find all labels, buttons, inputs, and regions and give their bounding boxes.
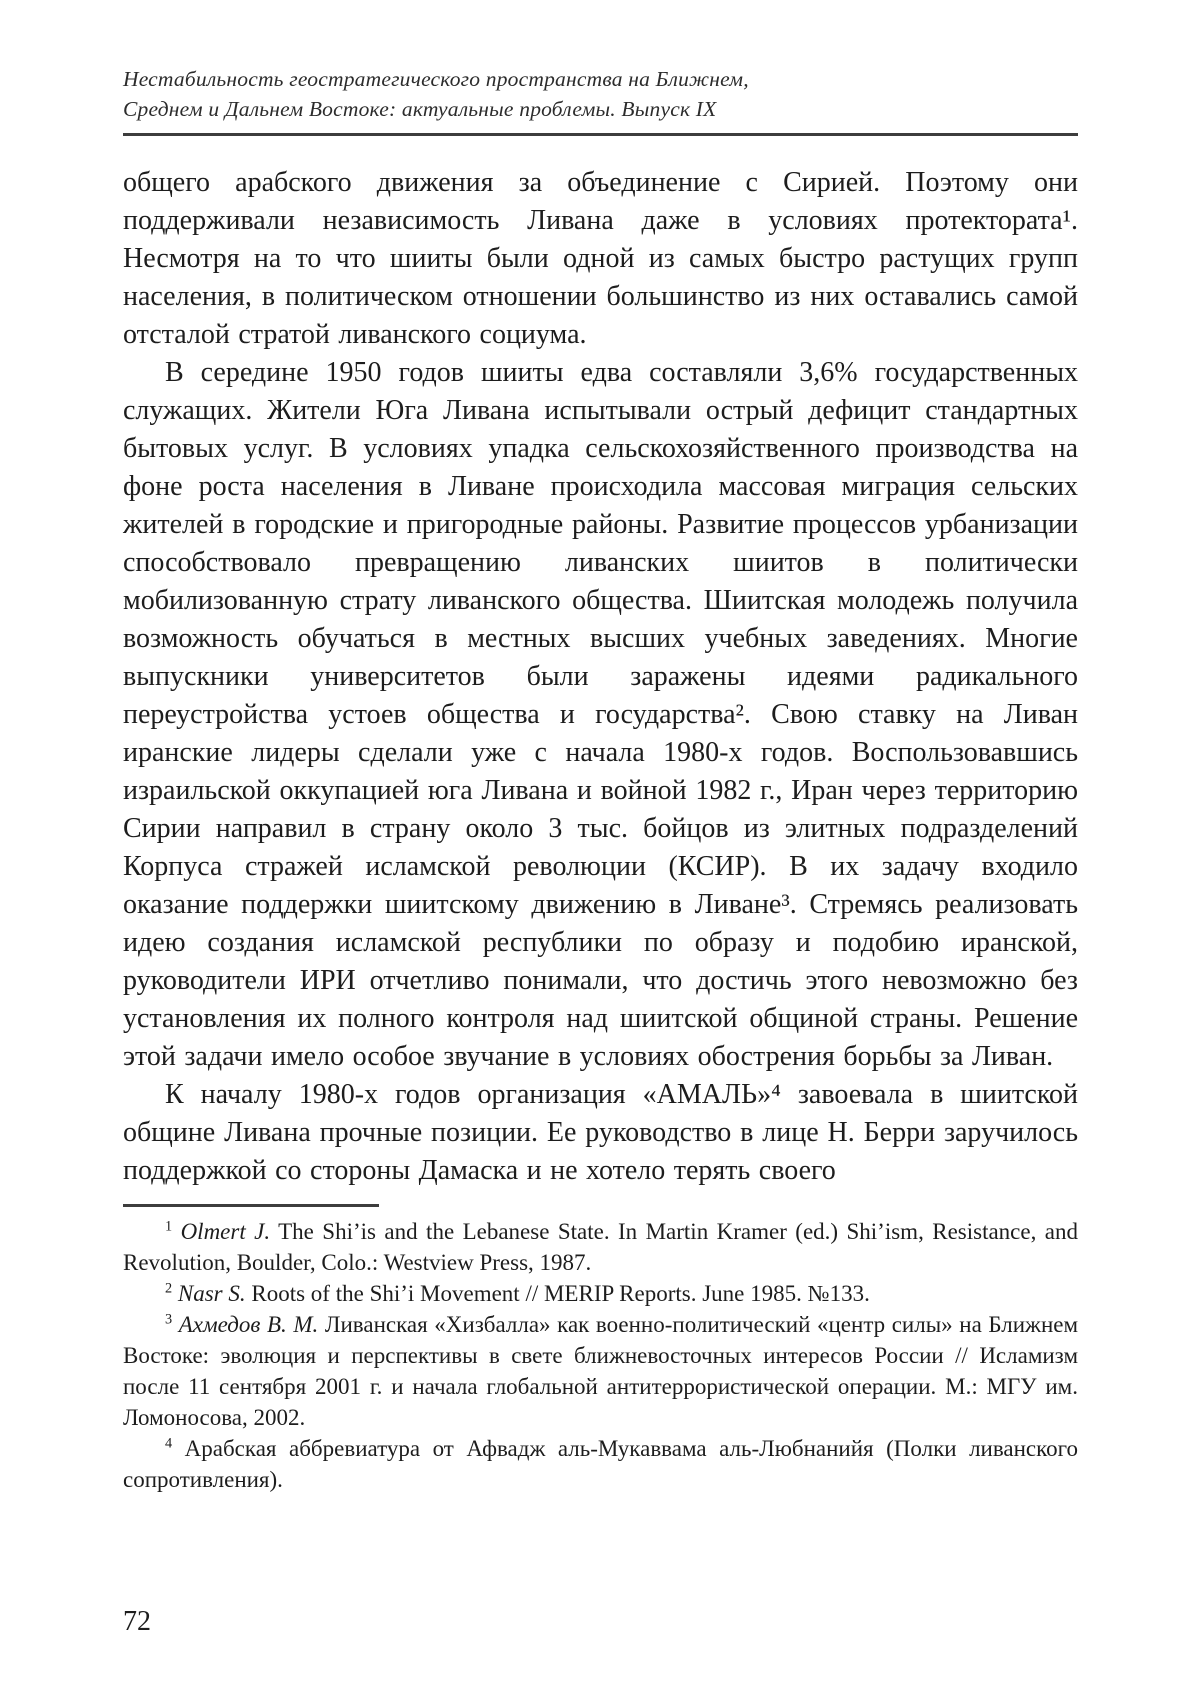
footnote-1 xyxy=(123,1216,1078,1278)
footnote-2-text: Roots of the Shi’i Movement // MERIP Reports. June 1985. №133. xyxy=(251,1281,870,1306)
footnote-2 xyxy=(123,1278,1078,1309)
header-divider xyxy=(123,133,1078,136)
running-head xyxy=(123,64,1078,136)
footnote-2-author: Nasr S. xyxy=(177,1281,246,1306)
paragraph-3: К началу 1980-х годов организация «АМАЛЬ»⁴ завоевала в шиитской общине Ливана прочные позиции. Ее руководство в лице Н. Берри заручилось поддержкой со стороны Дамаска и не хотело терять своего xyxy=(123,1079,1078,1186)
footnote-1-marker: 1 xyxy=(165,1218,173,1235)
footnote-1-author: Olmert J. xyxy=(180,1219,271,1244)
footnotes-section xyxy=(123,1204,1078,1495)
running-head-line-2: Среднем и Дальнем Востоке: актуальные проблемы. Выпуск IX xyxy=(123,97,717,121)
running-head-line-1: Нестабильность геостратегического пространства на Ближнем, xyxy=(123,67,749,91)
paragraph-1: общего арабского движения за объединение с Сирией. Поэтому они поддерживали независимость Ливана даже в условиях протектората¹. Несмотря на то что шииты были одной из самых быстро растущих групп населения, в политическом отношении большинство из них оставались самой отсталой стратой ливанского социума. xyxy=(123,167,1078,350)
footnote-3 xyxy=(123,1309,1078,1433)
footnote-divider xyxy=(123,1204,379,1207)
footnote-4-text: Арабская аббревиатура от Афвадж аль-Мукаввама аль-Любнанийя (Полки ливанского сопротивления). xyxy=(123,1436,1079,1492)
body-text xyxy=(123,164,1078,1190)
footnote-1-text: The Shi’is and the Lebanese State. In Martin Kramer (ed.) Shi’ism, Resistance, and Revolution, Boulder, Colo.: Westview Press, 1987. xyxy=(123,1219,1078,1275)
footnote-3-text: Ливанская «Хизбалла» как военно-политический «центр силы» на Ближнем Востоке: эволюция и перспективы в свете ближневосточных интересов России // Исламизм после 11 сентября 2001 г. и начала глобальной антитеррористической операции. М.: МГУ им. Ломоносова, 2002. xyxy=(123,1312,1079,1430)
footnote-3-author: Ахмедов В. М. xyxy=(178,1312,319,1337)
footnote-4 xyxy=(123,1433,1078,1495)
footnote-2-marker: 2 xyxy=(165,1280,173,1297)
page-number: 72 xyxy=(123,1606,151,1637)
paragraph-2: В середине 1950 годов шииты едва составляли 3,6% государственных служащих. Жители Юга Ливана испытывали острый дефицит стандартных бытовых услуг. В условиях упадка сельскохозяйственного производства на фоне роста населения в Ливане происходила массовая миграция сельских жителей в городские и пригородные районы. Развитие процессов урбанизации способствовало превращению ливанских шиитов в политически мобилизованную страту ливанского общества. Шиитская молодежь получила возможность обучаться в местных высших учебных заведениях. Многие выпускники университетов были заражены идеями радикального переустройства устоев общества и государства². Свою ставку на Ливан иранские лидеры сделали уже с начала 1980-х годов. Воспользовавшись израильской оккупацией юга Ливана и войной 1982 г., Иран через территорию Сирии направил в страну около 3 тыс. бойцов из элитных подразделений Корпуса стражей исламской революции (КСИР). В их задачу входило оказание поддержки шиитскому движению в Ливане³. Стремясь реализовать идею создания исламской республики по образу и подобию иранской, руководители ИРИ отчетливо понимали, что достичь этого невозможно без установления их полного контроля над шиитской общиной страны. Решение этой задачи имело особое звучание в условиях обострения борьбы за Ливан. xyxy=(123,357,1078,1072)
footnote-4-marker: 4 xyxy=(165,1435,173,1452)
footnote-3-marker: 3 xyxy=(165,1311,173,1328)
